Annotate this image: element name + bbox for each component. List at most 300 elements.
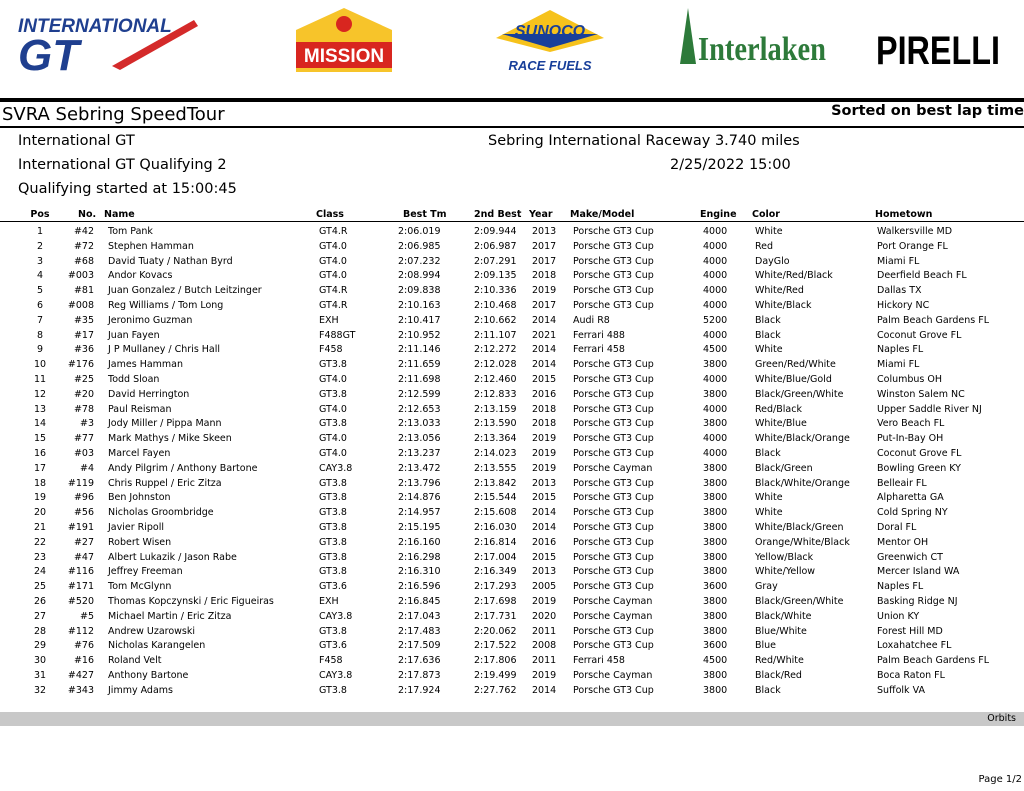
cell-class: EXH [319, 314, 339, 326]
cell-second: 2:17.293 [474, 581, 517, 593]
cell-engine: 3800 [703, 625, 728, 637]
cell-pos: 13 [33, 403, 47, 415]
table-row [0, 343, 1024, 358]
cell-year: 2018 [532, 418, 557, 430]
table-row [0, 625, 1024, 640]
cell-make: Porsche Cayman [573, 462, 653, 474]
col-class: Class [316, 209, 344, 220]
cell-color: Gray [755, 581, 778, 593]
cell-second: 2:15.608 [474, 507, 517, 519]
cell-best: 2:11.659 [398, 359, 441, 371]
cell-second: 2:13.159 [474, 403, 517, 415]
cell-second: 2:16.814 [474, 536, 517, 548]
cell-engine: 4000 [703, 255, 728, 267]
table-row [0, 255, 1024, 270]
series-name: International GT [18, 133, 135, 149]
cell-name: Todd Sloan [108, 373, 160, 385]
cell-best: 2:16.160 [398, 536, 441, 548]
cell-hometown: Port Orange FL [877, 240, 948, 252]
cell-pos: 16 [33, 447, 47, 459]
cell-make: Porsche GT3 Cup [573, 418, 654, 430]
cell-year: 2019 [532, 285, 557, 297]
table-row [0, 580, 1024, 595]
cell-name: Tom McGlynn [108, 581, 172, 593]
cell-class: GT4.0 [319, 255, 347, 267]
table-row [0, 299, 1024, 314]
cell-name: David Tuaty / Nathan Byrd [108, 255, 233, 267]
cell-engine: 3800 [703, 418, 728, 430]
cell-no: #4 [79, 462, 94, 474]
international-gt-logo [12, 4, 202, 80]
cell-name: Paul Reisman [108, 403, 172, 415]
cell-second: 2:17.004 [474, 551, 517, 563]
cell-make: Porsche GT3 Cup [573, 581, 654, 593]
cell-class: GT4.R [319, 285, 348, 297]
cell-make: Porsche GT3 Cup [573, 566, 654, 578]
cell-name: Tom Pank [108, 226, 153, 237]
cell-engine: 3800 [703, 521, 728, 533]
cell-no: #47 [73, 551, 94, 563]
cell-pos: 23 [33, 551, 47, 563]
cell-class: GT4.0 [319, 447, 347, 459]
cell-pos: 7 [36, 314, 44, 326]
cell-name: Andrew Uzarowski [108, 625, 196, 637]
cell-name: Juan Fayen [108, 329, 160, 341]
cell-best: 2:12.599 [398, 388, 441, 400]
cell-second: 2:12.028 [474, 359, 517, 371]
cell-make: Porsche GT3 Cup [573, 270, 654, 282]
cell-no: #72 [73, 240, 94, 252]
cell-second: 2:17.522 [474, 640, 517, 652]
cell-class: GT3.8 [319, 684, 347, 696]
cell-name: Reg Williams / Tom Long [108, 299, 224, 311]
cell-pos: 21 [33, 521, 47, 533]
session-start: Qualifying started at 15:00:45 [18, 181, 237, 197]
table-row [0, 284, 1024, 299]
cell-no: #176 [67, 359, 94, 371]
cell-engine: 4000 [703, 270, 728, 282]
cell-second: 2:17.731 [474, 610, 517, 622]
cell-make: Porsche GT3 Cup [573, 477, 654, 489]
cell-color: Black/Green/White [755, 595, 844, 607]
cell-pos: 25 [33, 581, 47, 593]
cell-pos: 27 [33, 610, 47, 622]
cell-engine: 4000 [703, 373, 728, 385]
table-row [0, 269, 1024, 284]
cell-best: 2:16.298 [398, 551, 441, 563]
cell-hometown: Mentor OH [877, 536, 929, 548]
cell-engine: 4500 [703, 655, 728, 667]
table-row [0, 329, 1024, 344]
cell-engine: 3600 [703, 581, 728, 593]
cell-year: 2008 [532, 640, 557, 652]
cell-best: 2:11.146 [398, 344, 441, 356]
cell-class: CAY3.8 [319, 462, 353, 474]
cell-best: 2:17.043 [398, 610, 441, 622]
col-engine: Engine [700, 209, 737, 220]
cell-make: Porsche GT3 Cup [573, 255, 654, 267]
table-row [0, 358, 1024, 373]
cell-make: Porsche GT3 Cup [573, 521, 654, 533]
cell-no: #78 [73, 403, 94, 415]
cell-second: 2:27.762 [474, 684, 517, 696]
results-table [0, 225, 1024, 699]
cell-year: 2013 [532, 477, 557, 489]
cell-engine: 4000 [703, 447, 728, 459]
table-row [0, 403, 1024, 418]
table-row [0, 639, 1024, 654]
cell-class: EXH [319, 595, 339, 607]
cell-color: Black [755, 314, 781, 326]
cell-second: 2:09.135 [474, 270, 517, 282]
cell-make: Porsche GT3 Cup [573, 373, 654, 385]
cell-class: GT4.0 [319, 433, 347, 445]
cell-make: Porsche Cayman [573, 610, 653, 622]
cell-make: Ferrari 488 [573, 329, 625, 341]
col-no: No. [78, 209, 97, 220]
cell-class: GT3.8 [319, 359, 347, 371]
cell-best: 2:13.472 [398, 462, 441, 474]
cell-second: 2:17.698 [474, 595, 517, 607]
cell-make: Porsche GT3 Cup [573, 684, 654, 696]
cell-second: 2:13.590 [474, 418, 517, 430]
cell-name: Marcel Fayen [108, 447, 171, 459]
cell-color: White/Black/Green [755, 521, 844, 533]
cell-year: 2017 [532, 255, 557, 267]
cell-year: 2014 [532, 507, 557, 519]
cell-hometown: Bowling Green KY [877, 462, 961, 474]
cell-year: 2021 [532, 329, 557, 341]
cell-hometown: Forest Hill MD [877, 625, 943, 637]
table-row [0, 654, 1024, 669]
cell-no: #5 [79, 610, 94, 622]
cell-engine: 4000 [703, 240, 728, 252]
mission-logo-text: MISSION [303, 46, 385, 67]
cell-hometown: Miami FL [877, 255, 920, 267]
cell-hometown: Suffolk VA [877, 684, 925, 696]
interlaken-logo-text: Interlaken [698, 31, 827, 68]
cell-no: #3 [79, 418, 94, 430]
cell-make: Porsche GT3 Cup [573, 625, 654, 637]
cell-name: Andor Kovacs [108, 270, 173, 282]
cell-hometown: Palm Beach Gardens FL [877, 655, 990, 667]
cell-hometown: Vero Beach FL [877, 418, 945, 430]
cell-pos: 32 [33, 684, 47, 696]
cell-hometown: Cold Spring NY [877, 507, 948, 519]
cell-engine: 4000 [703, 433, 728, 445]
cell-year: 2018 [532, 270, 557, 282]
cell-class: GT4.0 [319, 373, 347, 385]
cell-color: White [755, 226, 783, 237]
cell-class: GT4.0 [319, 403, 347, 415]
cell-hometown: Loxahatchee FL [877, 640, 952, 652]
cell-engine: 3800 [703, 551, 728, 563]
cell-no: #03 [73, 447, 94, 459]
table-row [0, 669, 1024, 684]
cell-engine: 4000 [703, 285, 728, 297]
cell-best: 2:14.876 [398, 492, 441, 504]
cell-best: 2:16.845 [398, 595, 441, 607]
cell-no: #27 [73, 536, 94, 548]
cell-no: #36 [73, 344, 94, 356]
cell-color: White/Black [755, 299, 812, 311]
table-row [0, 536, 1024, 551]
cell-second: 2:14.023 [474, 447, 517, 459]
page-title: SVRA Sebring SpeedTour [2, 104, 225, 125]
cell-name: Jeronimo Guzman [108, 314, 193, 326]
cell-engine: 3800 [703, 462, 728, 474]
cell-name: J P Mullaney / Chris Hall [108, 344, 221, 356]
cell-second: 2:10.662 [474, 314, 517, 326]
cell-pos: 1 [36, 226, 44, 237]
cell-color: White/Blue/Gold [755, 373, 832, 385]
results-header [0, 209, 1024, 221]
cell-make: Porsche GT3 Cup [573, 388, 654, 400]
cell-second: 2:20.062 [474, 625, 517, 637]
cell-year: 2014 [532, 521, 557, 533]
header-underline [0, 221, 1024, 222]
footer-bar [0, 712, 1024, 726]
cell-class: GT4.R [319, 226, 348, 237]
cell-hometown: Coconut Grove FL [877, 329, 962, 341]
cell-pos: 8 [36, 329, 44, 341]
cell-year: 2005 [532, 581, 557, 593]
session-datetime: 2/25/2022 15:00 [670, 157, 791, 173]
cell-pos: 5 [36, 285, 44, 297]
cell-hometown: Doral FL [877, 521, 917, 533]
cell-second: 2:10.468 [474, 299, 517, 311]
cell-hometown: Union KY [877, 610, 920, 622]
cell-engine: 4000 [703, 299, 728, 311]
col-best: Best Tm [403, 209, 447, 220]
cell-year: 2014 [532, 359, 557, 371]
cell-second: 2:17.806 [474, 655, 517, 667]
cell-class: F488GT [319, 329, 356, 341]
table-row [0, 595, 1024, 610]
cell-best: 2:06.985 [398, 240, 441, 252]
cell-make: Porsche GT3 Cup [573, 447, 654, 459]
cell-no: #116 [67, 566, 94, 578]
cell-class: GT3.8 [319, 507, 347, 519]
cell-year: 2019 [532, 669, 557, 681]
cell-hometown: Coconut Grove FL [877, 447, 962, 459]
cell-best: 2:07.232 [398, 255, 441, 267]
cell-year: 2014 [532, 684, 557, 696]
cell-pos: 29 [33, 640, 47, 652]
cell-best: 2:06.019 [398, 226, 441, 237]
cell-name: Albert Lukazik / Jason Rabe [108, 551, 237, 563]
table-row [0, 462, 1024, 477]
cell-no: #003 [67, 270, 94, 282]
race-fuels-text: RACE FUELS [508, 58, 592, 73]
cell-best: 2:09.838 [398, 285, 441, 297]
cell-best: 2:17.924 [398, 684, 441, 696]
pirelli-logo [872, 4, 1004, 76]
cell-pos: 10 [33, 359, 47, 371]
table-row [0, 551, 1024, 566]
cell-name: Chris Ruppel / Eric Zitza [108, 477, 222, 489]
cell-hometown: Columbus OH [877, 373, 943, 385]
cell-year: 2016 [532, 388, 557, 400]
cell-engine: 3800 [703, 566, 728, 578]
cell-name: Stephen Hamman [108, 240, 194, 252]
cell-second: 2:13.555 [474, 462, 517, 474]
cell-class: GT3.8 [319, 625, 347, 637]
cell-color: Black/White/Orange [755, 477, 850, 489]
cell-color: White [755, 492, 783, 504]
cell-name: Michael Martin / Eric Zitza [108, 610, 232, 622]
cell-no: #56 [73, 507, 94, 519]
cell-name: Juan Gonzalez / Butch Leitzinger [108, 285, 262, 297]
cell-best: 2:13.796 [398, 477, 441, 489]
table-row [0, 477, 1024, 492]
cell-year: 2017 [532, 299, 557, 311]
cell-make: Porsche GT3 Cup [573, 551, 654, 563]
cell-best: 2:08.994 [398, 270, 441, 282]
cell-no: #119 [67, 477, 94, 489]
cell-pos: 6 [36, 299, 44, 311]
cell-hometown: Naples FL [877, 581, 924, 593]
cell-engine: 3800 [703, 610, 728, 622]
cell-engine: 4500 [703, 344, 728, 356]
mission-logo [288, 4, 400, 76]
cell-hometown: Boca Raton FL [877, 669, 945, 681]
cell-hometown: Greenwich CT [877, 551, 943, 563]
cell-pos: 24 [33, 566, 47, 578]
cell-year: 2018 [532, 403, 557, 415]
cell-no: #16 [73, 655, 94, 667]
cell-name: Andy Pilgrim / Anthony Bartone [108, 462, 258, 474]
cell-no: #427 [67, 669, 94, 681]
cell-color: White [755, 344, 783, 356]
igt-logo-mark: GT [18, 31, 80, 80]
table-row [0, 373, 1024, 388]
cell-year: 2013 [532, 566, 557, 578]
cell-hometown: Palm Beach Gardens FL [877, 314, 990, 326]
cell-make: Porsche GT3 Cup [573, 403, 654, 415]
cell-engine: 3800 [703, 492, 728, 504]
cell-color: Black [755, 447, 781, 459]
cell-make: Porsche GT3 Cup [573, 536, 654, 548]
table-row [0, 684, 1024, 699]
cell-pos: 4 [36, 270, 44, 282]
cell-class: GT3.8 [319, 551, 347, 563]
cell-pos: 14 [33, 418, 47, 430]
cell-year: 2019 [532, 447, 557, 459]
cell-name: Jeffrey Freeman [108, 566, 183, 578]
cell-color: Black [755, 684, 781, 696]
cell-make: Audi R8 [573, 314, 610, 326]
cell-make: Ferrari 458 [573, 344, 625, 356]
cell-hometown: Winston Salem NC [877, 388, 965, 400]
table-row [0, 314, 1024, 329]
cell-engine: 3800 [703, 669, 728, 681]
col-color: Color [752, 209, 780, 220]
cell-pos: 31 [33, 669, 47, 681]
interlaken-logo [670, 4, 830, 76]
cell-class: GT3.8 [319, 477, 347, 489]
col-name: Name [104, 209, 135, 220]
header-rule [0, 98, 1024, 102]
cell-hometown: Belleair FL [877, 477, 927, 489]
cell-engine: 4000 [703, 226, 728, 237]
cell-pos: 17 [33, 462, 47, 474]
cell-color: White/Blue [755, 418, 807, 430]
cell-hometown: Naples FL [877, 344, 924, 356]
table-row [0, 388, 1024, 403]
cell-no: #20 [73, 388, 94, 400]
cell-no: #81 [73, 285, 94, 297]
cell-name: Javier Ripoll [108, 521, 165, 533]
cell-second: 2:07.291 [474, 255, 517, 267]
igt-logo-text: INTERNATIONAL [18, 16, 172, 37]
page-number: Page 1/2 [978, 774, 1022, 785]
cell-name: Nicholas Karangelen [108, 640, 206, 652]
cell-year: 2014 [532, 344, 557, 356]
cell-best: 2:14.957 [398, 507, 441, 519]
cell-best: 2:17.873 [398, 669, 441, 681]
col-year: Year [529, 209, 553, 220]
cell-no: #191 [67, 521, 94, 533]
cell-second: 2:13.364 [474, 433, 517, 445]
cell-second: 2:12.460 [474, 373, 517, 385]
cell-hometown: Miami FL [877, 359, 920, 371]
cell-class: F458 [319, 655, 343, 667]
cell-second: 2:09.944 [474, 226, 517, 237]
cell-second: 2:06.987 [474, 240, 517, 252]
cell-pos: 3 [36, 255, 44, 267]
cell-year: 2016 [532, 536, 557, 548]
cell-engine: 4000 [703, 403, 728, 415]
cell-best: 2:13.056 [398, 433, 441, 445]
cell-best: 2:15.195 [398, 521, 441, 533]
cell-no: #343 [67, 684, 94, 696]
cell-name: James Hamman [108, 359, 184, 371]
table-row [0, 521, 1024, 536]
cell-name: Jimmy Adams [108, 684, 173, 696]
cell-color: Black/White [755, 610, 812, 622]
cell-engine: 4000 [703, 329, 728, 341]
cell-class: GT3.8 [319, 492, 347, 504]
cell-class: GT3.8 [319, 418, 347, 430]
cell-class: CAY3.8 [319, 610, 353, 622]
cell-no: #171 [67, 581, 94, 593]
cell-make: Porsche GT3 Cup [573, 640, 654, 652]
cell-pos: 28 [33, 625, 47, 637]
cell-make: Porsche GT3 Cup [573, 433, 654, 445]
cell-color: Red [755, 240, 774, 252]
cell-color: White [755, 507, 783, 519]
cell-year: 2013 [532, 226, 557, 237]
cell-best: 2:16.596 [398, 581, 441, 593]
cell-second: 2:11.107 [474, 329, 517, 341]
cell-color: White/Red/Black [755, 270, 833, 282]
cell-name: David Herrington [108, 388, 190, 400]
cell-best: 2:13.033 [398, 418, 441, 430]
cell-class: CAY3.8 [319, 669, 353, 681]
cell-color: Blue [755, 640, 777, 652]
cell-hometown: Deerfield Beach FL [877, 270, 967, 282]
cell-pos: 30 [33, 655, 47, 667]
cell-color: Black [755, 329, 781, 341]
col-make: Make/Model [570, 209, 635, 220]
cell-color: White/Yellow [755, 566, 816, 578]
cell-color: Black/Red [755, 669, 802, 681]
cell-hometown: Put-In-Bay OH [877, 433, 944, 445]
cell-engine: 3800 [703, 684, 728, 696]
cell-color: Green/Red/White [755, 359, 836, 371]
cell-color: Red/Black [755, 403, 802, 415]
